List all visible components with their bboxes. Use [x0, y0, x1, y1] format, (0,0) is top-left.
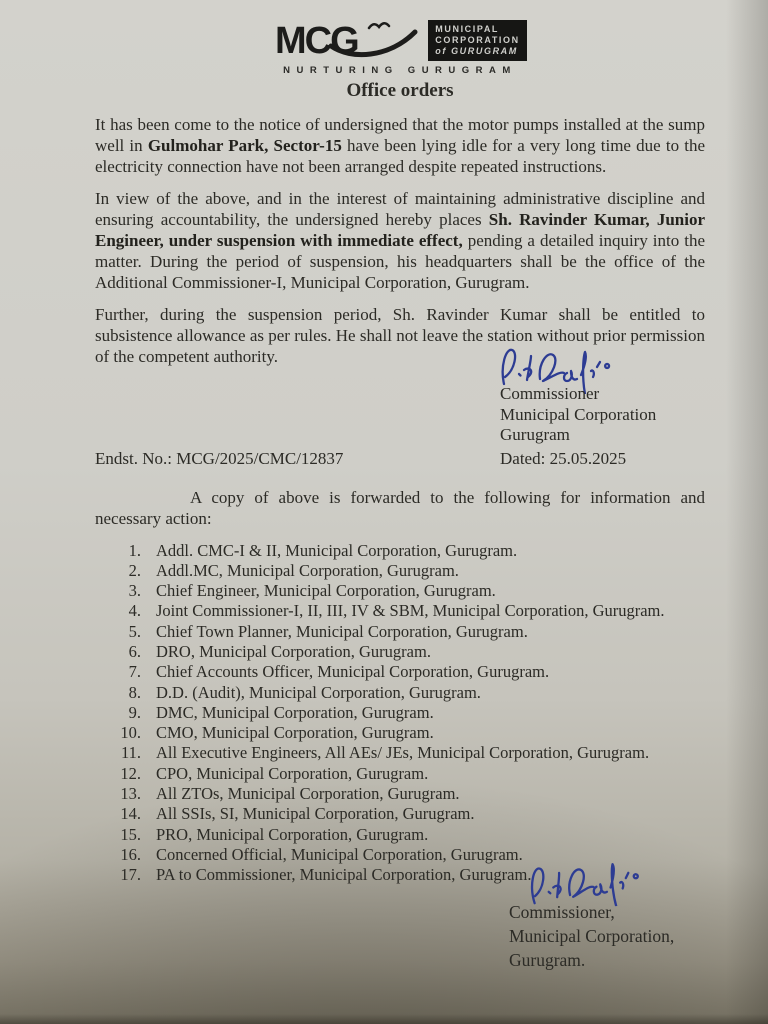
list-item	[95, 561, 705, 581]
list-item-number: 12.	[120, 763, 141, 783]
recipients-list	[95, 541, 705, 886]
logo-box-line: MUNICIPAL	[435, 23, 500, 34]
list-item	[95, 764, 705, 784]
list-item-number: 15.	[120, 824, 141, 844]
paragraph-1-pre: It has been come to the notice of undersigned that the motor pumps installed at the sump well in	[95, 115, 705, 155]
paragraph-2-post: pending a detailed inquiry into the matter. During the period of suspension, his headquarters shall be the office of the Additional Commissioner-I, Municipal Corporation, Gurugram.	[95, 231, 705, 292]
list-item-number: 8.	[128, 682, 141, 702]
signatory-city: Gurugram	[500, 425, 570, 444]
list-item-text: Addl.MC, Municipal Corporation, Gurugram.	[156, 560, 459, 580]
mcg-logo-row	[266, 16, 534, 62]
list-item-number: 3.	[128, 581, 141, 601]
endorsement-number: Endst. No.: MCG/2025/CMC/12837	[95, 448, 344, 468]
list-item-text: Addl. CMC-I & II, Municipal Corporation, Gurugram.	[156, 540, 518, 560]
paragraph-3-pre: Further, during the suspension period, Sh. Ravinder Kumar shall be entitled to subsistence allowance as per rules. He shall not leave the station without prior permission of the competent authority.	[95, 305, 705, 366]
list-item-number: 4.	[128, 601, 141, 621]
list-item-number: 6.	[128, 641, 141, 661]
list-item-text: PRO, Municipal Corporation, Gurugram.	[156, 824, 429, 844]
paragraph-1	[95, 114, 705, 177]
page-title: Office orders	[346, 80, 454, 101]
endorsement-row	[95, 449, 705, 469]
logo-bird-icon	[369, 23, 389, 28]
list-item-text: DMC, Municipal Corporation, Gurugram.	[156, 702, 434, 722]
forwarding-note: A copy of above is forwarded to the following for information and necessary action:	[95, 487, 705, 528]
list-item-text: Chief Engineer, Municipal Corporation, Gurugram.	[156, 581, 496, 601]
dated-value: Dated: 25.05.2025	[500, 448, 627, 468]
list-item-text: Chief Accounts Officer, Municipal Corporation, Gurugram.	[156, 662, 550, 682]
mcg-acronym-swoosh-icon	[273, 16, 423, 62]
list-item-text: D.D. (Audit), Municipal Corporation, Gurugram.	[156, 682, 481, 702]
list-item	[95, 825, 705, 845]
list-item	[95, 662, 705, 682]
list-item-number: 14.	[120, 804, 141, 824]
signature-block-1	[500, 342, 705, 446]
list-item	[95, 622, 705, 642]
mcg-logo	[266, 16, 534, 76]
signatory-title: Commissioner	[500, 384, 600, 403]
signatory-org: Municipal Corporation	[500, 404, 657, 424]
list-item	[95, 703, 705, 723]
paragraph-1-post: have been lying idle for a very long time due to the electricity connection have not been arranged despite repeated instructions.	[95, 136, 706, 176]
list-item-text: PA to Commissioner, Municipal Corporation, Gurugram.	[156, 865, 532, 885]
list-item-number: 7.	[128, 662, 141, 682]
list-item-text: Joint Commissioner-I, II, III, IV & SBM, Municipal Corporation, Gurugram.	[156, 601, 665, 621]
paragraph-1-bold: Gulmohar Park, Sector-15	[147, 136, 342, 155]
paragraph-2-pre: In view of the above, and in the interest of maintaining administrative discipline and ensuring accountability, the undersigned hereby places	[95, 189, 705, 229]
list-item-text: All ZTOs, Municipal Corporation, Gurugram.	[156, 784, 460, 804]
list-item-text: All Executive Engineers, All AEs/ JEs, Municipal Corporation, Gurugram.	[156, 743, 650, 763]
list-item	[95, 743, 705, 763]
list-item-text: CPO, Municipal Corporation, Gurugram.	[156, 763, 429, 783]
paragraph-2	[95, 188, 705, 293]
list-item	[95, 642, 705, 662]
mcg-logo-box	[428, 20, 526, 61]
paragraph-2-bold: Sh. Ravinder Kumar, Junior Engineer, under suspension with immediate effect,	[95, 210, 706, 250]
list-item-text: Chief Town Planner, Municipal Corporation, Gurugram.	[156, 621, 528, 641]
logo-tagline: NURTURING GURUGRAM	[283, 65, 517, 76]
list-item	[95, 723, 705, 743]
signatory-org: Municipal Corporation,	[509, 925, 675, 946]
mcg-acronym-text: MCG	[275, 20, 358, 62]
list-item-text: DRO, Municipal Corporation, Gurugram.	[156, 641, 431, 661]
list-item-number: 17.	[120, 865, 141, 885]
list-item	[95, 601, 705, 621]
list-item	[95, 804, 705, 824]
signatory-city: Gurugram.	[509, 949, 586, 970]
list-item-number: 2.	[128, 560, 141, 580]
logo-box-line: of GURUGRAM	[435, 45, 518, 56]
list-item-number: 13.	[120, 784, 141, 804]
photo-bottom-shadow	[0, 1014, 768, 1024]
list-item	[95, 784, 705, 804]
list-item-number: 11.	[120, 743, 141, 763]
list-item-text: CMO, Municipal Corporation, Gurugram.	[156, 723, 434, 743]
list-item	[95, 581, 705, 601]
list-item-number: 5.	[128, 621, 141, 641]
logo-box-line: CORPORATION	[435, 34, 520, 45]
list-item-number: 9.	[128, 702, 141, 722]
list-item-text: Concerned Official, Municipal Corporation, Gurugram.	[156, 844, 523, 864]
signatory-title: Commissioner,	[509, 901, 615, 922]
signature-block-2	[509, 856, 705, 972]
list-item	[95, 541, 705, 561]
list-item-number: 16.	[120, 844, 141, 864]
list-item	[95, 683, 705, 703]
list-item-text: All SSIs, SI, Municipal Corporation, Gurugram.	[156, 804, 475, 824]
list-item-number: 10.	[120, 723, 141, 743]
list-item-number: 1.	[128, 540, 141, 560]
